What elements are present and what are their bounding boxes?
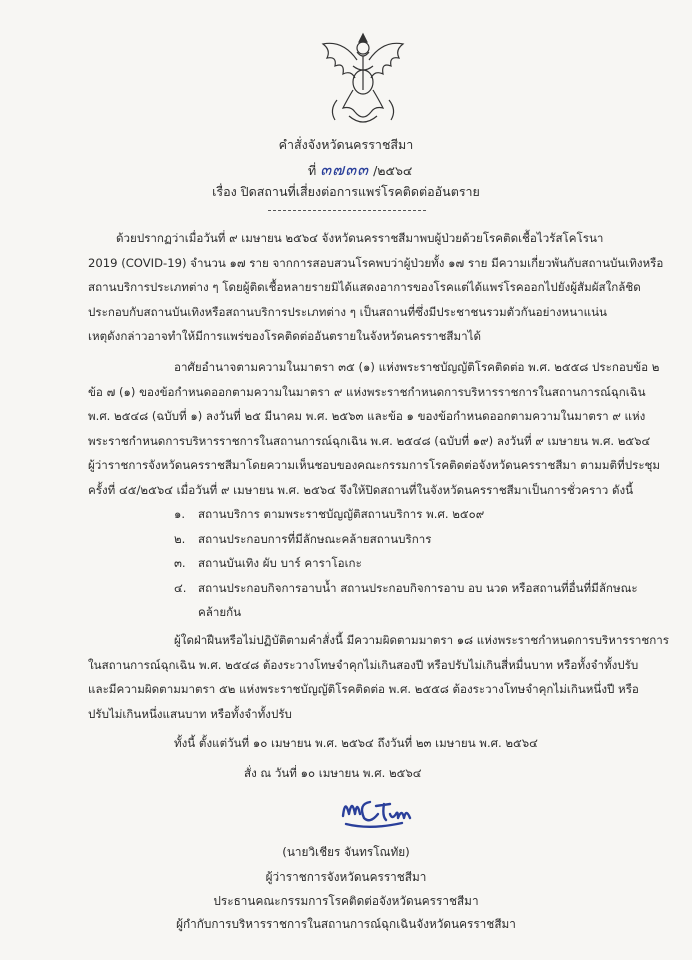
- handwritten-signature: [340, 790, 420, 832]
- list-text: สถานประกอบกิจการอาบน้ำ สถานประกอบกิจการอาบ อบ นวด หรือสถานที่อื่นที่มีลักษณะ: [198, 580, 638, 595]
- subject-line: เรื่อง ปิดสถานที่เสี่ยงต่อการแพร่โรคติดต่ออันตราย: [212, 184, 480, 199]
- signatory-position-1: ผู้ว่าราชการจังหวัดนครราชสีมา: [265, 870, 427, 884]
- list-number: ๒.: [174, 531, 186, 546]
- paragraph-line: ปรับไม่เกินหนึ่งแสนบาท หรือทั้งจำทั้งปรับ: [88, 706, 292, 721]
- list-item: [174, 502, 654, 527]
- paragraph-line: สถานบริการประเภทต่าง ๆ โดยผู้ติดเชื้อหลายรายมิได้แสดงอาการของโรคแต่ได้แพร่โรคออกไปยังผู้สัมผัสใกล้ชิด: [88, 280, 641, 294]
- paragraph-line: พระราชกำหนดการบริหารราชการในสถานการณ์ฉุกเฉิน พ.ศ. ๒๕๔๘ (ฉบับที่ ๑๙) ลงวันที่ ๙ เมษายน พ.ศ. ๒๕๖๔: [88, 433, 651, 448]
- paragraph-line: ครั้งที่ ๔๕/๒๕๖๔ เมื่อวันที่ ๙ เมษายน พ.ศ. ๒๕๖๔ จึงให้ปิดสถานที่ในจังหวัดนครราชสีมาเป็นการชั่วคราว ดังนี้: [88, 482, 634, 497]
- list-item-continuation: คล้ายกัน: [198, 605, 242, 619]
- paragraph-1: [88, 226, 664, 349]
- list-text: สถานบริการ ตามพระราชบัญญัติสถานบริการ พ.ศ. ๒๕๐๙: [198, 507, 485, 521]
- effective-period: [174, 731, 654, 756]
- list-item: [174, 551, 654, 576]
- list-number: ๓.: [174, 556, 186, 570]
- paragraph-line: และมีความผิดตามมาตรา ๕๒ แห่งพระราชบัญญัติโรคติดต่อ พ.ศ. ๒๕๕๘ ต้องระวางโทษจำคุกไม่เกินหนึ่งปี หรือ: [88, 682, 639, 696]
- paragraph-line: ด้วยปรากฏว่าเมื่อวันที่ ๙ เมษายน ๒๕๖๔ จังหวัดนครราชสีมาพบผู้ป่วยด้วยโรคติดเชื้อไวรัสโคโรนา: [116, 231, 604, 245]
- list-number: ๑.: [174, 507, 186, 521]
- paragraph-line: ผู้ว่าราชการจังหวัดนครราชสีมาโดยความเห็นชอบของคณะกรรมการโรคติดต่อจังหวัดนครราชสีมา ตามมติที่ประชุม: [88, 458, 661, 472]
- paragraph-line: ข้อ ๗ (๑) ของข้อกำหนดออกตามความในมาตรา ๙ แห่งพระราชกำหนดการบริหารราชการในสถานการณ์ฉุกเฉิน: [88, 384, 646, 399]
- paragraph-line: ประกอบกับสถานบันเทิงหรือสถานบริการประเภทต่าง ๆ เป็นสถานที่ซึ่งมีประชาชนรวมตัวกันอย่างหนาแน่น: [88, 304, 607, 319]
- number-prefix: ที่: [308, 163, 317, 178]
- order-title: คำสั่งจังหวัดนครราชสีมา: [278, 137, 414, 152]
- list-item: [174, 576, 654, 601]
- order-date-line: สั่ง ณ วันที่ ๑๐ เมษายน พ.ศ. ๒๕๖๔: [244, 766, 422, 780]
- signatory-position-3: ผู้กำกับการบริหารราชการในสถานการณ์ฉุกเฉินจังหวัดนครราชสีมา: [176, 917, 516, 931]
- list-text: สถานประกอบการที่มีลักษณะคล้ายสถานบริการ: [198, 531, 432, 546]
- paragraph-3: [88, 628, 669, 726]
- order-date: [244, 761, 644, 786]
- closure-list: [174, 502, 654, 625]
- effective-line: ทั้งนี้ ตั้งแต่วันที่ ๑๐ เมษายน พ.ศ. ๒๕๖๔ ถึงวันที่ ๒๓ เมษายน พ.ศ. ๒๕๖๔: [174, 736, 538, 750]
- paragraph-line: เหตุดังกล่าวอาจทำให้มีการแพร่ของโรคติดต่ออันตรายในจังหวัดนครราชสีมาได้: [88, 329, 482, 343]
- number-handwritten: ๓๗๓๓: [320, 160, 370, 179]
- list-number: ๔.: [174, 580, 187, 595]
- number-suffix: /๒๕๖๔: [373, 163, 413, 178]
- paragraph-line: 2019 (COVID-19) จำนวน ๑๗ ราย จากการสอบสวนโรคพบว่าผู้ป่วยทั้ง ๑๗ ราย มีความเกี่ยวพันกับสถานบันเทิงหรือ: [88, 255, 664, 270]
- order-number: [308, 158, 412, 183]
- list-text: สถานบันเทิง ผับ บาร์ คาราโอเกะ: [198, 556, 362, 570]
- paragraph-line: ผู้ใดฝ่าฝืนหรือไม่ปฏิบัติตามคำสั่งนี้ มีความผิดตามมาตรา ๑๘ แห่งพระราชกำหนดการบริหารราชการ: [174, 633, 669, 647]
- paragraph-2: [88, 355, 661, 502]
- signatory-name: (นายวิเชียร จันทรโณทัย): [282, 845, 410, 859]
- divider-line: [268, 210, 426, 211]
- list-item: [174, 527, 654, 552]
- paragraph-line: อาศัยอำนาจตามความในมาตรา ๓๕ (๑) แห่งพระราชบัญญัติโรคติดต่อ พ.ศ. ๒๕๕๘ ประกอบข้อ ๒: [174, 360, 660, 374]
- paragraph-line: ในสถานการณ์ฉุกเฉิน พ.ศ. ๒๕๔๘ ต้องระวางโทษจำคุกไม่เกินสองปี หรือปรับไม่เกินสี่หมื่นบาท หรือทั้งจำทั้งปรับ: [88, 657, 639, 672]
- garuda-emblem-icon: [312, 30, 414, 130]
- signatory-position-2: ประธานคณะกรรมการโรคติดต่อจังหวัดนครราชสีมา: [213, 894, 479, 908]
- paragraph-line: พ.ศ. ๒๕๔๘ (ฉบับที่ ๑) ลงวันที่ ๒๕ มีนาคม พ.ศ. ๒๕๖๓ และข้อ ๑ ของข้อกำหนดออกตามความในมาตรา ๙ แห่ง: [88, 409, 646, 423]
